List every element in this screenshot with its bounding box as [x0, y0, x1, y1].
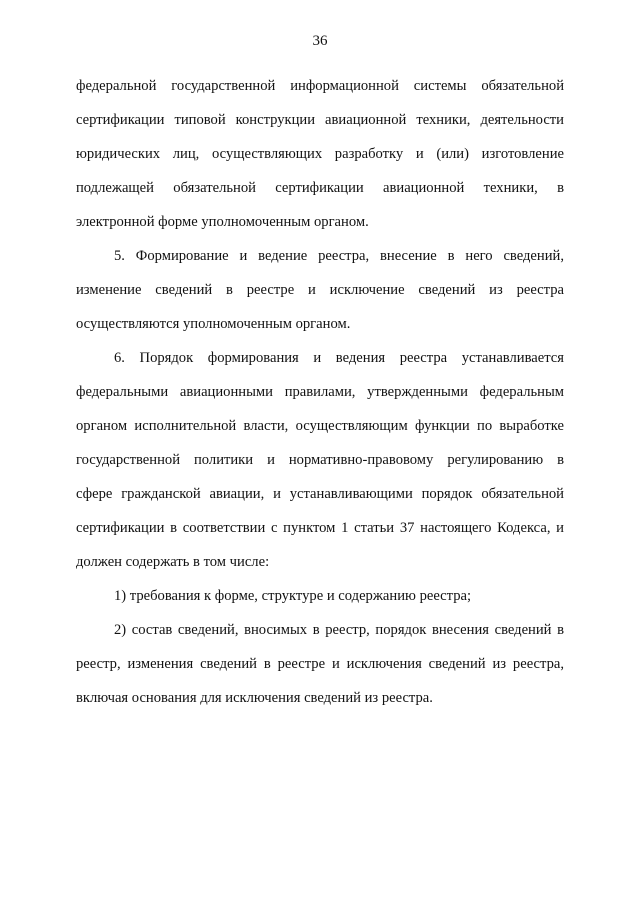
text-line: электронной форме уполномоченным органом. — [76, 214, 369, 230]
paragraph-5-first-line: 5. Формирование и ведение реестра, внесение в него сведений, — [114, 248, 564, 264]
document-body — [76, 69, 564, 715]
text-line: федеральными авиационными правилами, утвержденными федеральным — [76, 384, 564, 400]
text-line: сертификации в соответствии с пунктом 1 статьи 37 настоящего Кодекса, и — [76, 520, 564, 536]
list-item-2-first-line: 2) состав сведений, вносимых в реестр, порядок внесения сведений в — [114, 622, 564, 638]
text-line: реестр, изменения сведений в реестре и исключения сведений из реестра, — [76, 656, 564, 672]
text-line: государственной политики и нормативно-правовому регулированию в — [76, 452, 564, 468]
list-item-1: 1) требования к форме, структуре и содержанию реестра; — [114, 588, 472, 604]
text-line: органом исполнительной власти, осуществляющим функции по выработке — [76, 418, 564, 434]
paragraph-6-first-line: 6. Порядок формирования и ведения реестра устанавливается — [114, 350, 564, 366]
text-line: сфере гражданской авиации, и устанавливающими порядок обязательной — [76, 486, 564, 502]
text-line: юридических лиц, осуществляющих разработку и (или) изготовление — [76, 146, 564, 162]
text-line: сертификации типовой конструкции авиационной техники, деятельности — [76, 112, 564, 128]
text-line: изменение сведений в реестре и исключение сведений из реестра — [76, 282, 564, 298]
text-line: федеральной государственной информационной системы обязательной — [76, 78, 564, 94]
text-line: включая основания для исключения сведений из реестра. — [76, 690, 433, 706]
text-line: подлежащей обязательной сертификации авиационной техники, в — [76, 180, 564, 196]
text-line: осуществляются уполномоченным органом. — [76, 316, 351, 332]
text-line: должен содержать в том числе: — [76, 554, 270, 570]
page-number: 36 — [312, 33, 328, 49]
